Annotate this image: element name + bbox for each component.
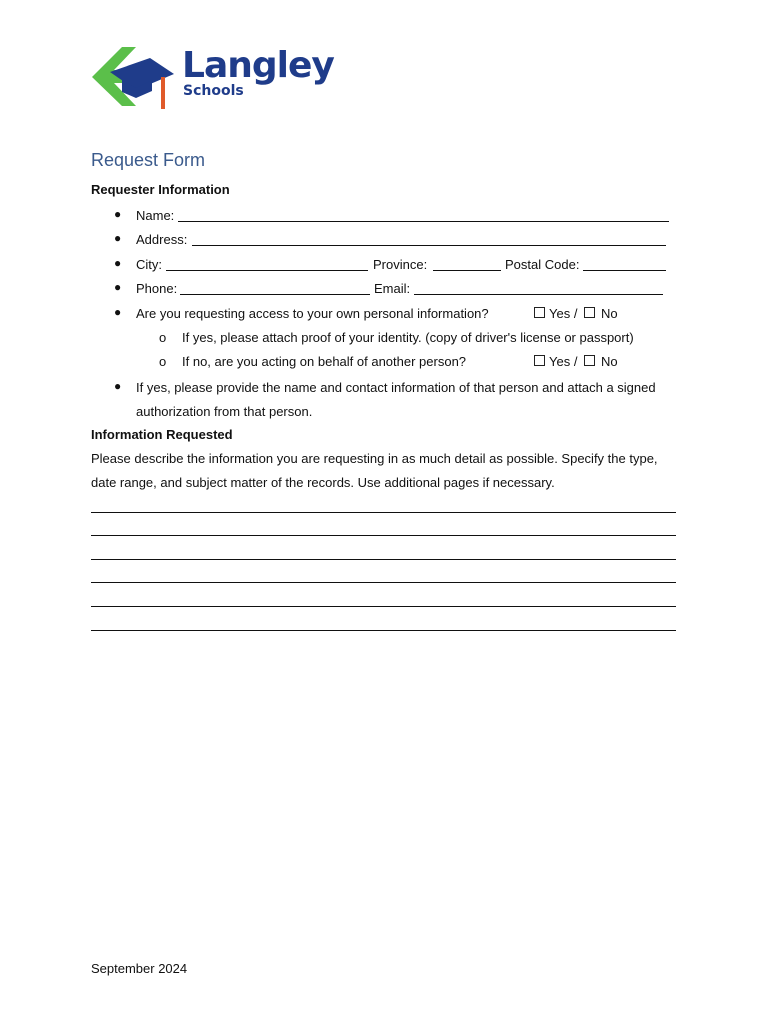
- bullet-icon: ●: [114, 231, 122, 245]
- own-info-no-checkbox[interactable]: [584, 307, 595, 318]
- own-info-no-label: No: [601, 306, 618, 321]
- behalf-note-line1: If yes, please provide the name and contact information of that person and attach a signed: [136, 380, 656, 395]
- phone-label: Phone:: [136, 281, 178, 296]
- if-no-question: If no, are you acting on behalf of another person?: [182, 354, 467, 369]
- address-field[interactable]: [192, 245, 666, 246]
- bullet-icon: ●: [114, 256, 122, 270]
- requester-info-heading: Requester Information: [91, 182, 230, 197]
- bullet-icon: ●: [114, 280, 122, 294]
- behalf-yes-label: Yes /: [549, 354, 578, 369]
- postal-code-field[interactable]: [583, 270, 666, 271]
- phone-field[interactable]: [180, 294, 370, 295]
- behalf-yes-checkbox[interactable]: [534, 355, 545, 366]
- email-field[interactable]: [414, 294, 663, 295]
- behalf-no-checkbox[interactable]: [584, 355, 595, 366]
- description-line2: date range, and subject matter of the records. Use additional pages if necessary.: [91, 475, 555, 490]
- province-label: Province:: [373, 257, 428, 272]
- answer-line[interactable]: [91, 559, 676, 560]
- own-info-yes-label: Yes /: [549, 306, 578, 321]
- name-field[interactable]: [178, 221, 669, 222]
- answer-line[interactable]: [91, 512, 676, 513]
- form-title: Request Form: [91, 150, 206, 170]
- if-yes-note: If yes, please attach proof of your identity. (copy of driver's license or passport): [182, 330, 634, 345]
- answer-line[interactable]: [91, 582, 676, 583]
- own-info-question: Are you requesting access to your own personal information?: [136, 306, 489, 321]
- province-field[interactable]: [433, 270, 501, 271]
- sub-bullet-icon: o: [159, 354, 167, 369]
- answer-line[interactable]: [91, 630, 676, 631]
- bullet-icon: ●: [114, 207, 122, 221]
- city-field[interactable]: [166, 270, 368, 271]
- logo-wordmark: Langley: [182, 45, 334, 86]
- bullet-icon: ●: [114, 379, 122, 393]
- logo-subtitle: Schools: [183, 83, 244, 99]
- logo-mark-icon: [90, 44, 180, 114]
- sub-bullet-icon: o: [159, 330, 167, 345]
- name-label: Name:: [136, 208, 175, 223]
- description-line1: Please describe the information you are requesting in as much detail as possible. Specify the type,: [91, 451, 658, 466]
- postal-code-label: Postal Code:: [505, 257, 580, 272]
- answer-line[interactable]: [91, 606, 676, 607]
- footer-date: September 2024: [91, 961, 188, 976]
- behalf-note-line2: authorization from that person.: [136, 404, 313, 419]
- city-label: City:: [136, 257, 162, 272]
- address-label: Address:: [136, 232, 188, 247]
- answer-line[interactable]: [91, 535, 676, 536]
- own-info-yes-checkbox[interactable]: [534, 307, 545, 318]
- bullet-icon: ●: [114, 305, 122, 319]
- langley-schools-logo: [90, 44, 334, 114]
- behalf-no-label: No: [601, 354, 618, 369]
- email-label: Email:: [374, 281, 411, 296]
- info-requested-heading: Information Requested: [91, 427, 233, 442]
